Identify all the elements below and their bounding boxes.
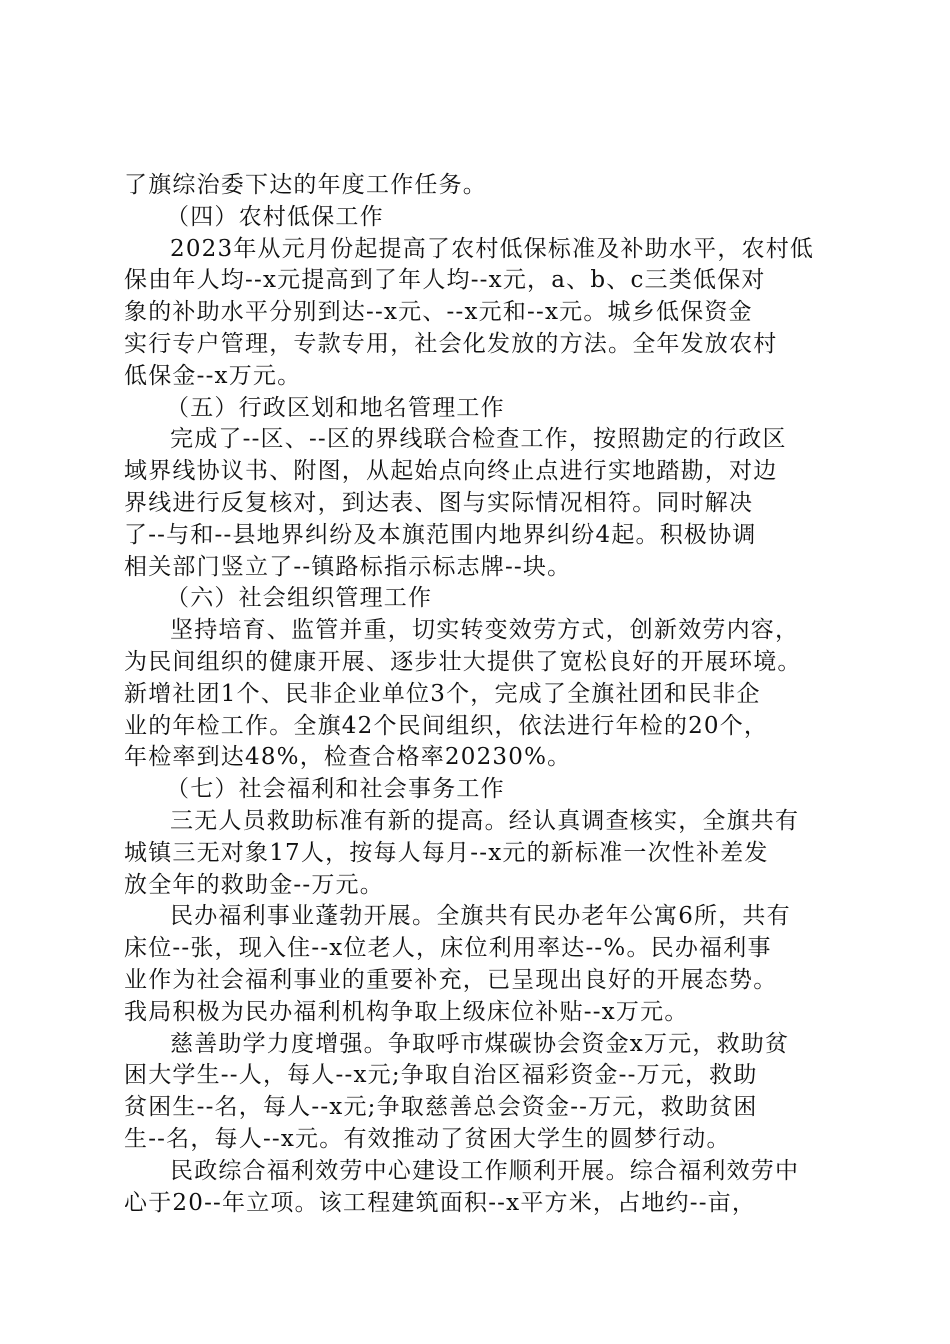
text-line: 城镇三无对象17人，按每人每月--x元的新标准一次性补差发 [124, 839, 769, 866]
text-line: 保由年人均--x元提高到了年人均--x元，a、b、c三类低保对 [124, 267, 766, 294]
text-line: 我局积极为民办福利机构争取上级床位补贴--x万元。 [124, 998, 689, 1025]
text-line: 生--名，每人--x元。有效推动了贫困大学生的圆梦行动。 [124, 1125, 731, 1152]
text-line: 床位--张，现入住--x位老人，床位利用率达--%。民办福利事 [124, 935, 772, 962]
paragraph-first-line: 2023年从元月份起提高了农村低保标准及补助水平，农村低 [170, 235, 815, 262]
text-line: 实行专户管理，专款专用，社会化发放的方法。全年发放农村 [124, 330, 778, 357]
section-heading: （七）社会福利和社会事务工作 [166, 776, 505, 803]
text-line: 域界线协议书、附图，从起始点向终止点进行实地踏勘，对边 [124, 458, 778, 485]
text-line: 业的年检工作。全旗42个民间组织，依法进行年检的20个， [124, 712, 769, 739]
text-line: 界线进行反复核对，到达表、图与实际情况相符。同时解决 [124, 489, 754, 516]
text-line: 贫困生--名，每人--x元;争取慈善总会资金--万元，救助贫困 [124, 1094, 758, 1121]
paragraph-first-line: 三无人员救助标准有新的提高。经认真调查核实，全旗共有 [170, 807, 800, 834]
text-line: 相关部门竖立了--镇路标指示标志牌--块。 [124, 553, 572, 580]
section-heading: （五）行政区划和地名管理工作 [166, 394, 505, 421]
paragraph-first-line: 慈善助学力度增强。争取呼市煤碳协会资金x万元，救助贫 [170, 1030, 790, 1057]
text-line: 了旗综治委下达的年度工作任务。 [124, 172, 487, 198]
paragraph-first-line: 完成了--区、--区的界线联合检查工作，按照勘定的行政区 [170, 426, 787, 453]
paragraph-first-line: 民办福利事业蓬勃开展。全旗共有民办老年公寓6所，共有 [170, 903, 791, 930]
section-heading: （六）社会组织管理工作 [166, 585, 433, 612]
text-line: 年检率到达48%，检查合格率20230%。 [124, 744, 572, 771]
text-line: 新增社团1个、民非企业单位3个，完成了全旗社团和民非企 [124, 680, 761, 707]
text-line: 为民间组织的健康开展、逐步壮大提供了宽松良好的开展环境。 [124, 648, 802, 675]
text-line: 心于20--年立项。该工程建筑面积--x平方米，占地约--亩， [124, 1189, 757, 1216]
paragraph-first-line: 坚持培育、监管并重，切实转变效劳方式，创新效劳内容， [170, 617, 800, 644]
text-line: 业作为社会福利事业的重要补充，已呈现出良好的开展态势。 [124, 966, 778, 993]
text-line: 放全年的救助金--万元。 [124, 871, 384, 898]
text-line: 困大学生--人，每人--x元;争取自治区福彩资金--万元，救助 [124, 1062, 758, 1089]
text-line: 象的补助水平分别到达--x元、--x元和--x元。城乡低保资金 [124, 299, 753, 326]
document-body [124, 170, 832, 1219]
paragraph-first-line: 民政综合福利效劳中心建设工作顺利开展。综合福利效劳中 [170, 1157, 800, 1184]
section-heading: （四）农村低保工作 [166, 203, 384, 230]
text-line: 低保金--x万元。 [124, 362, 302, 389]
text-line: 了--与和--县地界纠纷及本旗范围内地界纠纷4起。积极协调 [124, 521, 757, 548]
